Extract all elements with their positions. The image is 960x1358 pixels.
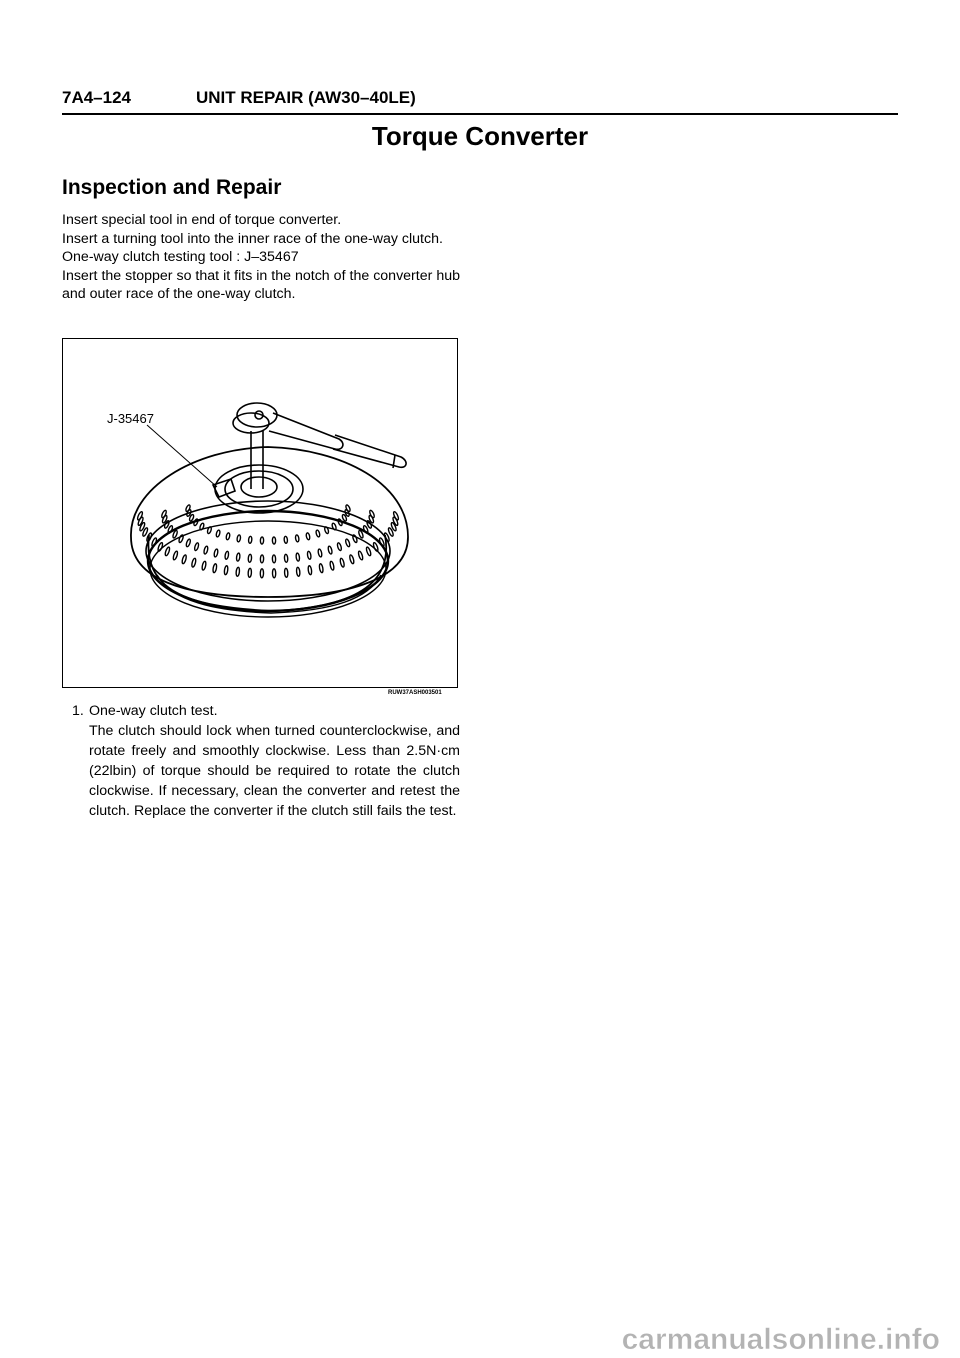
blade-slot [236, 553, 240, 561]
blade-slot [393, 511, 400, 521]
watermark: carmanualsonline.info [621, 1323, 940, 1356]
section-header: UNIT REPAIR (AW30–40LE) [196, 88, 416, 107]
blade-slot [329, 561, 334, 570]
blade-slot [349, 555, 355, 565]
blade-slot [296, 567, 300, 576]
step-number: 1. [72, 703, 84, 719]
blade-slot [181, 555, 187, 565]
blade-slot [296, 553, 300, 561]
blade-slot [178, 534, 184, 543]
blade-slot [384, 532, 390, 542]
blade-slot [306, 533, 311, 541]
blade-slot [185, 539, 191, 548]
step-list [72, 701, 460, 821]
blade-slot [226, 533, 231, 541]
page-header [62, 88, 898, 108]
blade-slot [194, 542, 199, 551]
blade-slot [272, 555, 275, 563]
blade-slot [337, 542, 342, 551]
blade-slot [260, 569, 263, 578]
step-item [72, 701, 460, 821]
blade-slot [164, 547, 170, 557]
blade-slot [212, 563, 217, 572]
intro-line: Insert special tool in end of torque converter. [62, 212, 342, 228]
blade-slot [201, 561, 206, 570]
section-title: Inspection and Repair [62, 176, 282, 199]
blade-slot [284, 554, 288, 562]
blade-slot [224, 566, 228, 575]
blade-slot [308, 566, 312, 575]
blade-slot [307, 551, 312, 559]
blade-slot [193, 518, 199, 526]
blade-slot [203, 546, 208, 555]
blade-slot [337, 518, 343, 526]
blade-slot [373, 542, 379, 552]
figure-code: RUW37ASH003501 [388, 690, 442, 696]
blade-slot [328, 546, 333, 555]
blade-slot [151, 537, 157, 547]
blade-slot [272, 537, 275, 544]
document-title: Torque Converter [371, 121, 589, 151]
step-title: One-way clutch test. [89, 703, 218, 719]
blade-slot [345, 504, 351, 512]
blade-slot [352, 534, 358, 543]
intro-line: Insert a turning tool into the inner race of the one-way clutch. [62, 230, 443, 247]
intro-line: Insert the stopper so that it fits in the notch of the converter hub and outer race of the one-way clutch. [62, 267, 460, 302]
blade-slot [379, 537, 385, 547]
page-number: 7A4–124 [62, 88, 132, 107]
blade-slot [295, 535, 299, 542]
blade-slot [172, 551, 178, 561]
intro-text [62, 211, 460, 304]
blade-slot [248, 536, 252, 543]
step-body: The clutch should lock when turned counterclockwise, and rotate freely and smoothly clockwise. Less than 2.5N·cm (22lbin) of torque should be required to rotate the clutch clockwise. If necessary, clean the converter and retest the clutch. Replace the converter if the clutch still fails the test. [89, 723, 460, 819]
blade-slot [237, 535, 241, 542]
blade-slot [318, 549, 323, 558]
blade-slot [340, 558, 345, 568]
blade-slot [315, 530, 320, 538]
blade-slot [358, 551, 364, 561]
blade-slot [260, 555, 263, 563]
intro-line: One-way clutch testing tool : J–35467 [62, 249, 299, 265]
blade-slot [284, 568, 288, 577]
torque-converter-illustration [63, 339, 457, 687]
blade-slot [366, 547, 372, 557]
blade-slot [191, 558, 196, 568]
blade-slot [236, 567, 240, 576]
header-rule [62, 113, 898, 115]
blade-slot [214, 549, 219, 558]
blade-slot [248, 554, 252, 562]
blade-slot [216, 530, 221, 538]
blade-slot [369, 510, 375, 519]
blade-slot [137, 517, 144, 527]
blade-slot [319, 563, 324, 572]
blade-slot [157, 542, 163, 552]
blade-slot [284, 536, 288, 543]
tool-label: J-35467 [107, 411, 154, 426]
blade-slot [260, 537, 263, 544]
blade-slot [248, 568, 252, 577]
blade-slot [345, 539, 351, 548]
blade-slot [272, 569, 275, 578]
blade-slot [225, 551, 230, 559]
torque-converter-figure [62, 338, 458, 688]
